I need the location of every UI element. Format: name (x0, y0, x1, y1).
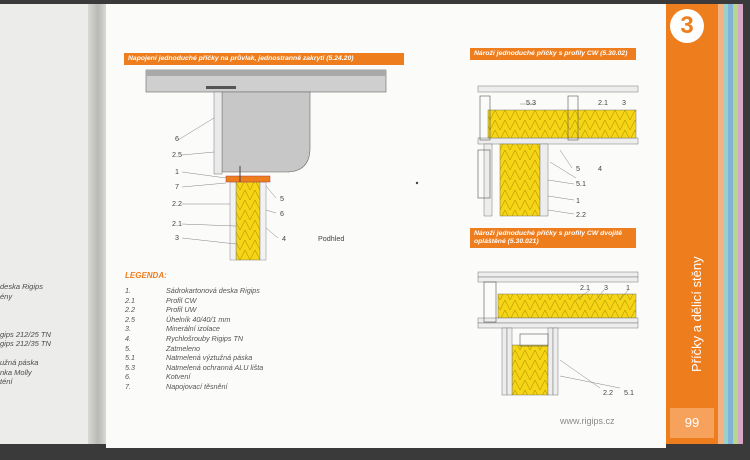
figure3-drawing (478, 272, 638, 395)
figure1-drawing (146, 70, 418, 260)
fig1-label: 2.2 (172, 199, 182, 208)
fig1-label-podhled: Podhled (318, 234, 345, 243)
legend-text: Kotvení (166, 372, 191, 382)
legend-code: 5.1 (125, 353, 135, 363)
fig1-label: 6 (175, 134, 179, 143)
website-url: www.rigips.cz (560, 416, 615, 426)
left-fragment: téní (0, 377, 13, 386)
legend-item (125, 315, 263, 325)
legend-text: Úhelník 40/40/1 mm (166, 314, 231, 324)
legend-item (125, 372, 263, 382)
fig1-label: 1 (175, 167, 179, 176)
legend-item (125, 363, 263, 373)
legend-text: Natmelená výztužná páska (166, 353, 253, 363)
left-fragment: gips 212/35 TN (0, 339, 51, 348)
legend-item (125, 353, 263, 363)
fig2-label: 4 (598, 164, 602, 173)
figure3-caption: Nároží jednoduché příčky s profily CW dvojitě opláštěné (5.30.021) (470, 228, 636, 248)
legend-code: 6. (125, 372, 131, 382)
legend-title: LEGENDA: (125, 271, 167, 280)
fig3-label: 2.1 (580, 283, 590, 292)
legend-code: 2.5 (125, 314, 135, 324)
fig1-label: 5 (280, 194, 284, 203)
fig3-label: 3 (604, 283, 608, 292)
legend-text: Sádrokartonová deska Rigips (166, 286, 260, 295)
legend-text: Minerální izolace (166, 324, 220, 334)
fig2-label: 2.1 (598, 98, 608, 107)
legend-item (125, 286, 263, 296)
fig1-label: 7 (175, 182, 179, 191)
fig1-label: 6 (280, 209, 284, 218)
fig1-label: 2.1 (172, 219, 182, 228)
fig2-label: 5.3 (526, 98, 536, 107)
fig1-label: 4 (282, 234, 286, 243)
legend-code: 1. (125, 286, 131, 295)
legend-text: Profil UW (166, 305, 197, 315)
left-fragment: ény (0, 291, 13, 301)
legend-list (125, 286, 263, 392)
fig3-label: 2.2 (603, 388, 613, 397)
chapter-title: Příčky a dělicí stěny (689, 256, 704, 372)
left-fragment: užná páska (0, 358, 39, 367)
left-fragment: deska Rigips (0, 282, 43, 291)
legend-code: 4. (125, 333, 131, 343)
legend-text: Napojovací těsnění (166, 381, 228, 391)
fig3-label: 5.1 (624, 388, 634, 397)
left-fragment: nka Molly (0, 367, 32, 377)
page-number: 99 (670, 408, 714, 438)
legend-item (125, 344, 263, 354)
legend-code: 5.3 (125, 362, 135, 372)
fig3-label: 1 (626, 283, 630, 292)
fig2-label: 5.1 (576, 179, 586, 188)
legend-item (125, 334, 263, 344)
legend-item (125, 296, 263, 306)
legend-text: Rychlošrouby Rigips TN (166, 333, 244, 343)
legend-code: 2.1 (125, 295, 135, 305)
legend-item (125, 305, 263, 315)
legend-item (125, 382, 263, 392)
figure1-caption: Napojení jednoduché příčky na průvlak, jednostranně zakrytí (5.24.20) (124, 53, 404, 65)
legend-text: Profil CW (166, 295, 197, 305)
legend-text: Natmelená ochranná ALU lišta (166, 362, 264, 372)
legend-code: 5. (125, 343, 131, 353)
legend-code: 3. (125, 324, 131, 334)
legend-text: Zatmeleno (166, 343, 200, 353)
left-fragment: gips 212/25 TN (0, 329, 51, 339)
legend-code: 2.2 (125, 305, 135, 315)
fig2-label: 3 (622, 98, 626, 107)
figure2-drawing (478, 86, 638, 216)
legend-code: 7. (125, 381, 131, 391)
figure2-caption: Nároží jednoduché příčky s profily CW (5.30.02) (470, 48, 636, 60)
fig1-label: 2.5 (172, 150, 182, 159)
legend-item (125, 324, 263, 334)
chapter-number-badge: 3 (670, 9, 704, 43)
fig1-label: 3 (175, 233, 179, 242)
fig2-label: 5 (576, 164, 580, 173)
fig2-label: 1 (576, 196, 580, 205)
fig2-label: 2.2 (576, 210, 586, 219)
